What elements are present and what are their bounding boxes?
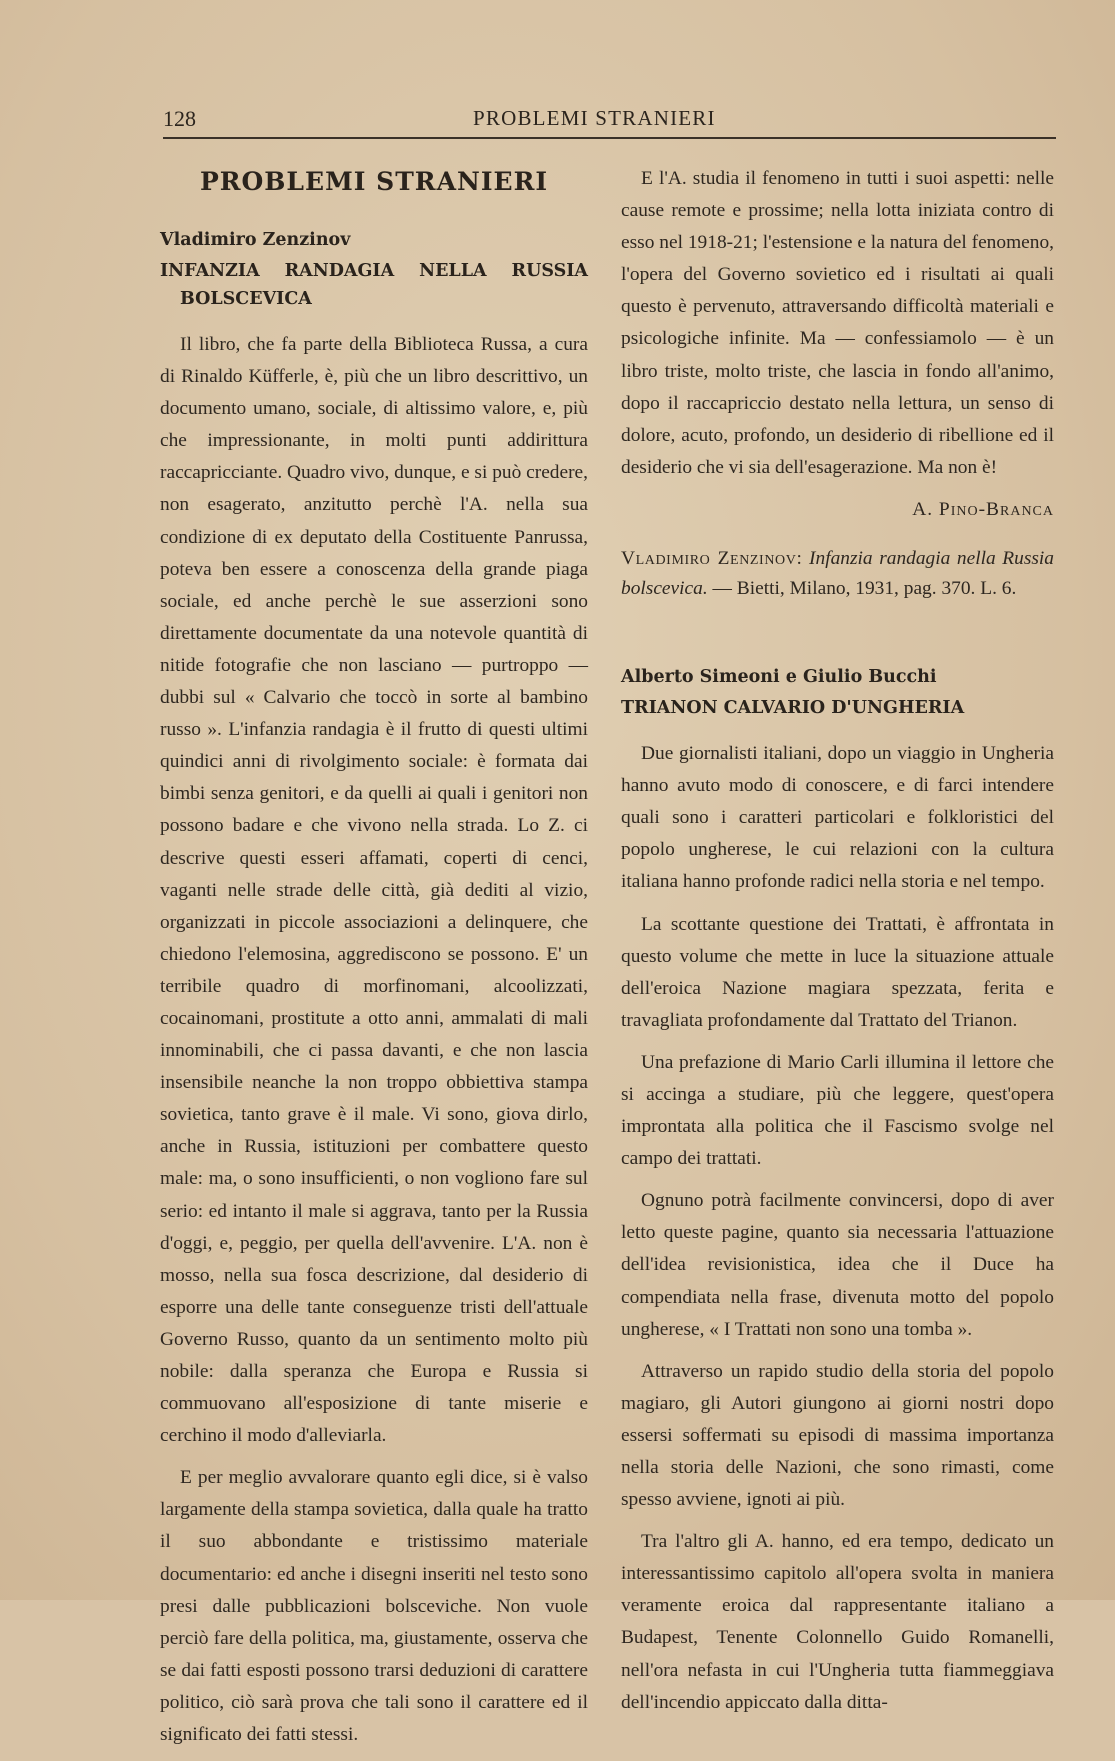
review1-book-title-line2: BOLSCEVICA <box>180 289 312 309</box>
bib-title: Infanzia randagia nella Russia bolscevica. <box>621 548 1054 600</box>
review1-paragraph-3: E l'A. studia il fenomeno in tutti i suoi aspetti: nelle cause remote e prossime; nella lotta iniziata contro di esso nel 1918-21; l'estensione e la natura del fenomeno, l'opera del Governo sovietico ed i risultati ai quali questo è pervenuto, attraversando difficoltà materiali e psicologiche infinite. Ma — confessiamolo — è un libro triste, molto triste, che lascia in fondo all'animo, dopo il raccapriccio destato nella lettura, un senso di dolore, acuto, profondo, un desiderio di ribellione ed il desiderio che vi sia dell'esagerazione. Ma non è! <box>621 168 1054 478</box>
review1-book-title <box>160 257 588 313</box>
review2-paragraph-1: Due giornalisti italiani, dopo un viaggio in Ungheria hanno avuto modo di conoscere, e di farci intendere quali sono i caratteri particolari e folkloristici del popolo ungherese, le cui relazioni con la cultura italiana hanno profonde radici nella storia e nel tempo. <box>621 743 1054 893</box>
review1-paragraph-1: Il libro, che fa parte della Biblioteca Russa, a cura di Rinaldo Küfferle, è, più che un libro descrittivo, un documento umano, sociale, di altissimo valore, e, più che impressionante, in molti punti addirittura raccapricciante. Quadro vivo, dunque, e si può credere, non esagerato, anzitutto perchè l'A. nella sua condizione di ex deputato della Costituente Panrussa, poteva ben essere a conoscenza della grande piaga sociale, ed anche perchè le sue asserzioni sono direttamente documentate da una notevole quantità di nitide fotografie che non lasciano — purtroppo — dubbi sul « Calvario che toccò in sorte al bambino russo ». L'infanzia randagia è il frutto di questi ultimi quindici anni di rivolgimento sociale: è formata dai bimbi senza genitori, e da quelli ai quali i genitori non possono badare e che vivono nella strada. Lo Z. ci descrive questi esseri affamati, coperti di cenci, vaganti nelle strade delle città, già dediti al vizio, organizzati in piccole associazioni a delinquere, che chiedono l'elemosina, aggrediscono se possono. E' un terribile quadro di morfinomani, alcoolizzati, cocainomani, prostitute a otto anni, ammalati di mali innominabili, che ci passa davanti, e che non lascia insensibile neanche la non troppo obbiettiva stampa sovietica, tanto grave è il male. Vi sono, giova dirlo, anche in Russia, istituzioni per combattere questo male: ma, o sono insufficienti, o non vogliono fare sul serio: ed intanto il male si aggrava, tanto per la Russia d'oggi, e, peggio, per quella dell'avvenire. L'A. non è mosso, nella sua fosca descrizione, dal desiderio di esporre una delle tante conseguenze tristi dell'attuale Governo Russo, quanto da un sentimento molto più nobile: dalla speranza che Europa e Russia si commuovano all'esposizione di tante miserie e cerchino il modo d'alleviarla. <box>160 334 589 1447</box>
review2-book-title: TRIANON CALVARIO D'UNGHERIA <box>621 698 965 719</box>
bib-author: Vladimiro Zenzinov: <box>621 548 803 570</box>
review2-authors: Alberto Simeoni e Giulio Bucchi <box>621 667 937 688</box>
header-rule <box>163 137 1056 139</box>
review2-paragraph-3: Una prefazione di Mario Carli illumina il lettore che si accinga a studiare, più che leggere, quest'opera improntata alla politica che il Fascismo svolge nel campo dei trattati. <box>621 1051 1054 1170</box>
left-column <box>160 163 588 1761</box>
review2-paragraph-2: La scottante questione dei Trattati, è affrontata in questo volume che mette in luce la situazione attuale dell'eroica Nazione magiara spezzata, ferita e travagliata profondamente dal Trattato del Trianon. <box>621 913 1054 1031</box>
review1-author: Vladimiro Zenzinov <box>160 230 351 250</box>
page-number: 128 <box>163 106 196 131</box>
running-head <box>163 106 1063 146</box>
review2-paragraph-5: Attraverso un rapido studio della storia del popolo magiaro, gli Autori giungono ai giorni nostri dopo essersi soffermati su episodi di massima importanza nella storia delle Nazioni, che sono rimasti, come spesso avviene, ignoti ai più. <box>621 1360 1054 1511</box>
right-column <box>621 163 1054 1729</box>
bib-details: — Bietti, Milano, 1931, pag. 370. L. 6. <box>712 578 1017 600</box>
review2-paragraph-4: Ognuno potrà facilmente convincersi, dopo di aver letto queste pagine, quanto sia necessaria l'attuazione dell'idea revisionistica, idea che il Duce ha compendiata nella frase, divenuta motto del popolo ungherese, « I Trattati non sono una tomba ». <box>621 1190 1054 1340</box>
review1-book-title-line1: INFANZIA RANDAGIA NELLA RUSSIA <box>160 261 588 281</box>
section-title: PROBLEMI STRANIERI <box>199 167 549 196</box>
review1-paragraph-2: E per meglio avvalorare quanto egli dice, si è valso largamente della stampa sovietica, dalla quale ha tratto il suo abbondante e tristissimo materiale documentario: ed anche i disegni inseriti nel testo sono presi dalle pubblicazioni bolsceviche. Non vuole perciò fare della politica, ma, giustamente, osserva che se dai fatti esposti possono trarsi deduzioni di carattere politico, ciò sarà prova che tali sono il carattere ed il significato dei fatti stessi. <box>160 1467 588 1746</box>
review1-signature: A. Pino-Branca <box>912 498 1054 520</box>
review2-paragraph-6: Tra l'altro gli A. hanno, ed era tempo, dedicato un interessantissimo capitolo all'opera svolta in maniera veramente eroica dal rappresentante italiano a Budapest, Tenente Colonnello Guido Romanelli, nell'ora nefasta in cui l'Ungheria tutta fiammeggiava dell'incendio appiccato dalla ditta- <box>621 1531 1054 1713</box>
running-title: PROBLEMI STRANIERI <box>473 106 716 130</box>
review1-bibliography <box>621 544 1054 604</box>
